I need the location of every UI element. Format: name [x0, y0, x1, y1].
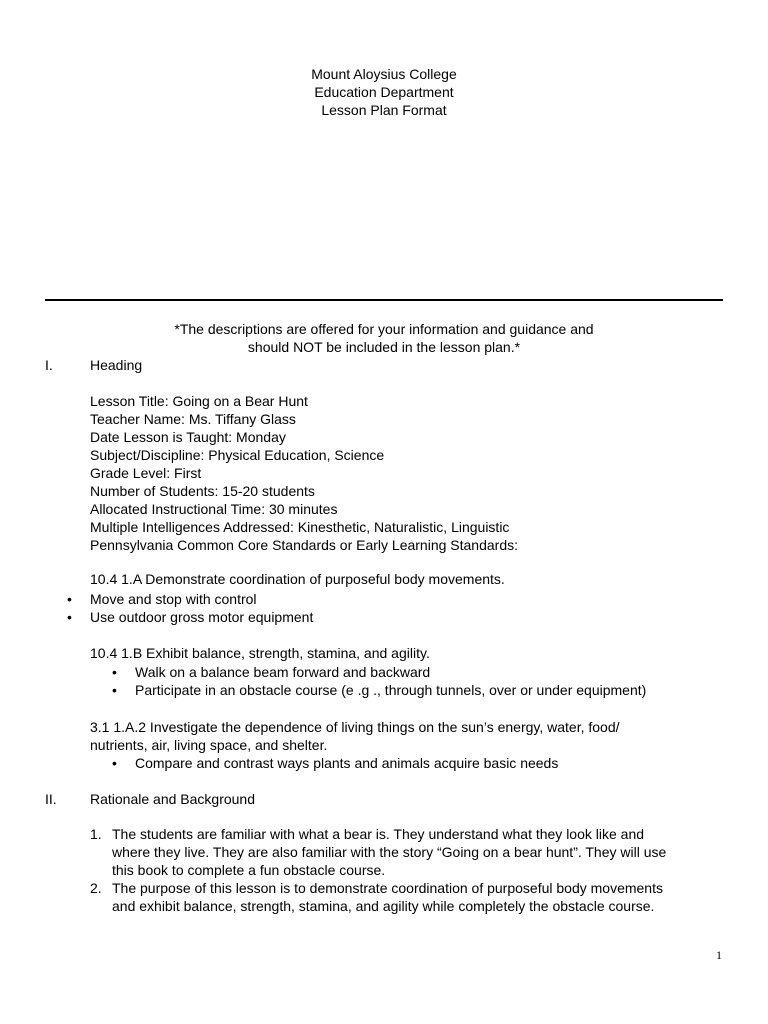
teacher-name-field: Teacher Name: Ms. Tiffany Glass	[90, 411, 296, 427]
list-item: • Walk on a balance beam forward and backward	[112, 664, 431, 680]
list-item: • Use outdoor gross motor equipment	[67, 609, 314, 625]
date-taught-field: Date Lesson is Taught: Monday	[90, 429, 286, 445]
intelligences-field: Multiple Intelligences Addressed: Kinesthetic, Naturalistic, Linguistic	[90, 519, 510, 535]
heading-fields	[90, 392, 730, 554]
standard-10-4-1b	[90, 644, 730, 662]
list-item: • Compare and contrast ways plants and animals acquire basic needs	[112, 755, 559, 771]
section-number: I.	[45, 357, 53, 373]
rationale-list	[90, 825, 730, 915]
department-name: Education Department	[314, 84, 454, 100]
standard-text: 10.4 1.A Demonstrate coordination of purposeful body movements.	[90, 571, 505, 587]
bullet-icon: •	[112, 664, 117, 680]
standard-text-line-1: 3.1 1.A.2 Investigate the dependence of living things on the sun’s energy, water, food/	[90, 719, 620, 735]
section-title: Heading	[90, 357, 143, 373]
list-item: • Move and stop with control	[67, 591, 257, 607]
list-item: 1. The students are familiar with what a bear is. They understand what they look like and where they live. They are also familiar with the story “Going on a bear hunt”. They will use this book to complete a fun obstacle course.	[90, 826, 667, 878]
bullet-icon: •	[112, 682, 117, 698]
standard-3-1-1a2	[90, 718, 730, 754]
list-item: 2. The purpose of this lesson is to demonstrate coordination of purposeful body movements and exhibit balance, strength, stamina, and agility while completely the obstacle course.	[90, 880, 663, 914]
lesson-title-field: Lesson Title: Going on a Bear Hunt	[90, 393, 308, 409]
bullet-icon: •	[112, 755, 117, 771]
document-title: Lesson Plan Format	[321, 102, 447, 118]
standard-3-1-1a2-bullets	[90, 754, 768, 772]
section-title: Rationale and Background	[90, 791, 256, 807]
section-number: II.	[45, 791, 57, 807]
list-item: • Participate in an obstacle course (e .g ., through tunnels, over or under equipment)	[112, 682, 647, 698]
college-name: Mount Aloysius College	[311, 66, 457, 82]
standard-10-4-1a-bullets	[0, 590, 768, 626]
item-number: 1.	[90, 826, 102, 842]
note-line-2: should NOT be included in the lesson plan.*	[247, 339, 521, 355]
note-line-1: *The descriptions are offered for your information and guidance and	[174, 321, 594, 337]
standard-10-4-1a	[90, 570, 730, 588]
page-number: 1	[716, 948, 722, 962]
standard-text: 10.4 1.B Exhibit balance, strength, stamina, and agility.	[90, 645, 430, 661]
number-of-students-field: Number of Students: 15-20 students	[90, 483, 315, 499]
bullet-icon: •	[67, 591, 72, 607]
guidance-note	[0, 320, 768, 356]
document-header	[0, 65, 768, 119]
standard-text-line-2: nutrients, air, living space, and shelter.	[90, 737, 328, 753]
subject-field: Subject/Discipline: Physical Education, Science	[90, 447, 385, 463]
item-number: 2.	[90, 880, 102, 896]
instructional-time-field: Allocated Instructional Time: 30 minutes	[90, 501, 338, 517]
grade-level-field: Grade Level: First	[90, 465, 202, 481]
standards-field: Pennsylvania Common Core Standards or Early Learning Standards:	[90, 537, 519, 553]
standard-10-4-1b-bullets	[90, 663, 768, 699]
horizontal-divider	[45, 299, 723, 301]
bullet-icon: •	[67, 609, 72, 625]
